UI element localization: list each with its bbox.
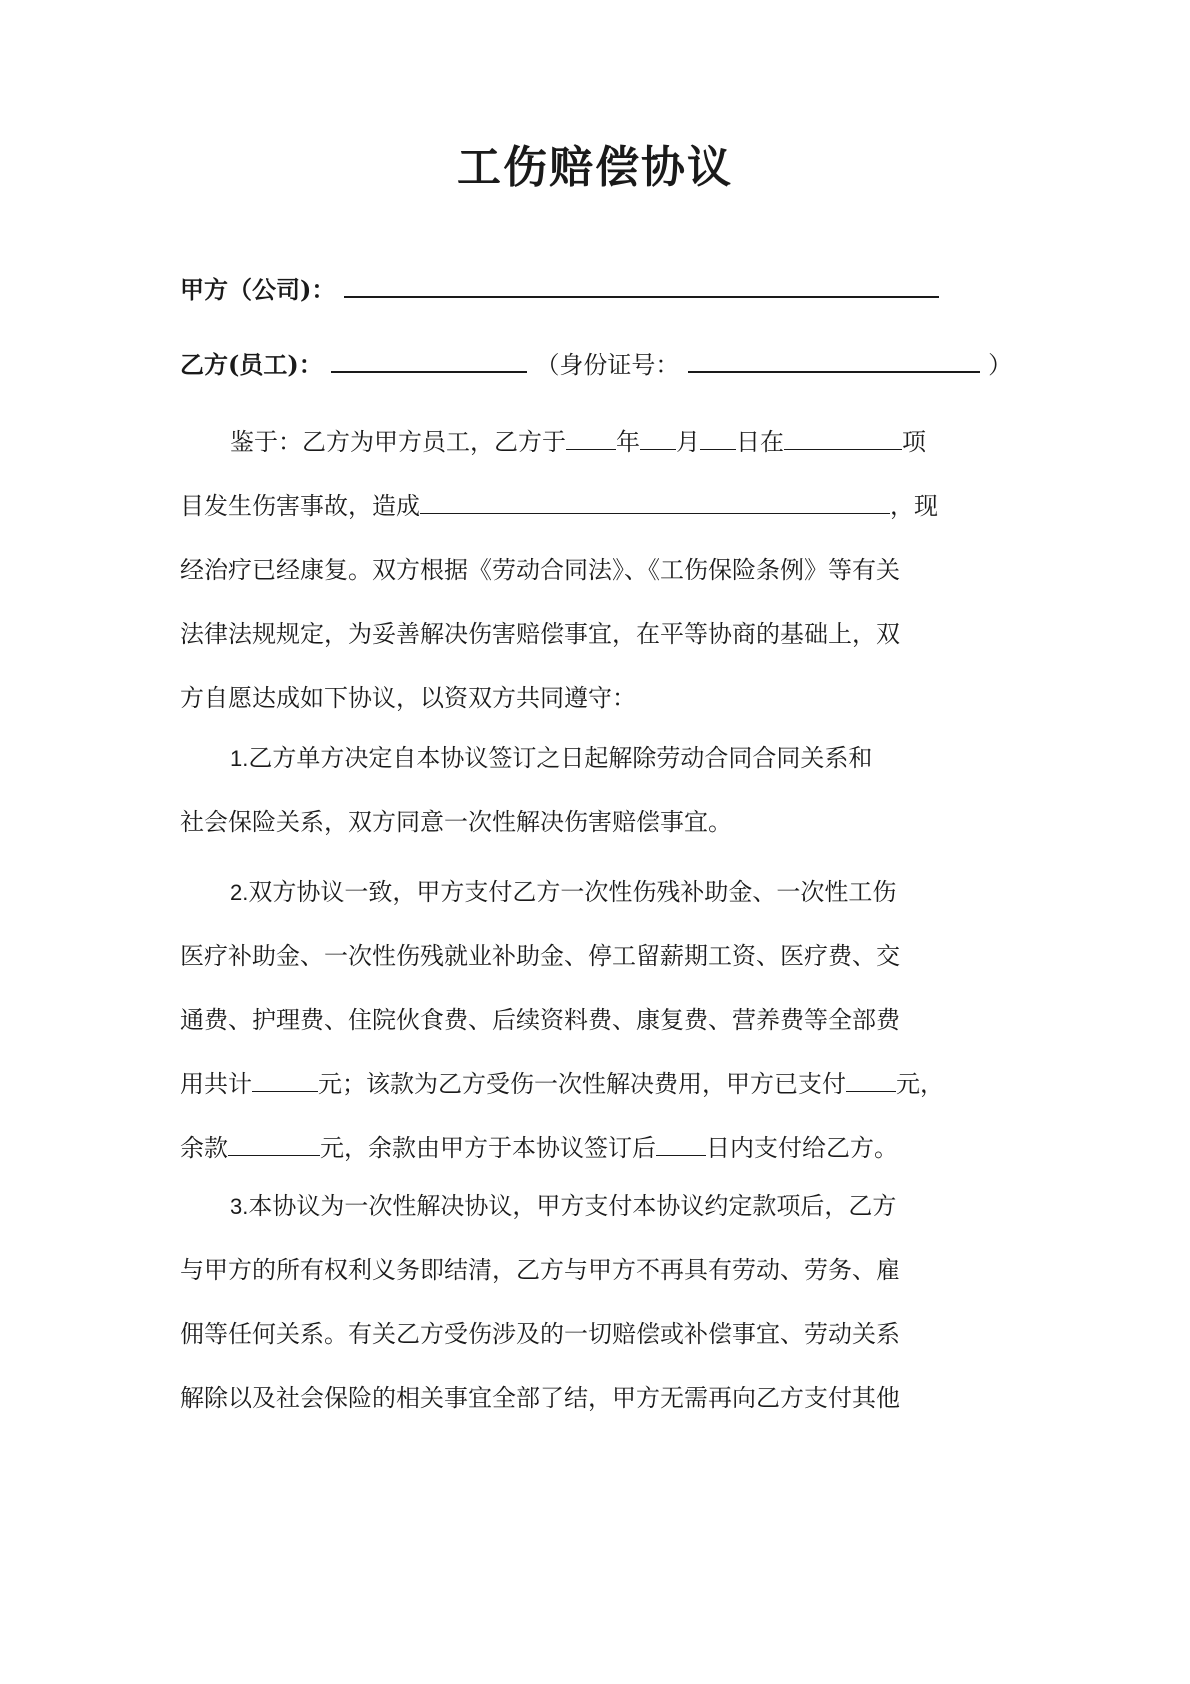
- party-a-line: [180, 270, 939, 310]
- preamble-line-1: [180, 410, 1020, 474]
- party-b-name-blank: [331, 345, 527, 373]
- clause-1-line-1: [180, 726, 1020, 790]
- clause-3-line-1: [180, 1174, 1020, 1238]
- clause-2-line-4: [180, 1052, 1020, 1116]
- preamble-line-4: 法律法规规定，为妥善解决伤害赔偿事宜，在平等协商的基础上，双: [180, 620, 900, 648]
- clause-text: 本协议为一次性解决协议，甲方支付本协议约定款项后，乙方: [248, 1192, 897, 1220]
- party-b-id-close: ）: [988, 351, 1013, 379]
- clause-text: 元，余款由甲方于本协议签订后: [320, 1134, 656, 1162]
- clause-text: 余款: [180, 1134, 228, 1162]
- clause-text: 双方协议一致，甲方支付乙方一次性伤残补助金、一次性工伤: [248, 878, 897, 906]
- project-blank: [784, 423, 902, 450]
- injury-blank: [420, 487, 890, 514]
- clause-2-line-2: 医疗补助金、一次性伤残就业补助金、停工留薪期工资、医疗费、交: [180, 942, 900, 970]
- party-b-label: 乙方(员工)：: [180, 350, 323, 379]
- clause-3-line-2: 与甲方的所有权利义务即结清，乙方与甲方不再具有劳动、劳务、雇: [180, 1256, 900, 1284]
- clause-number: 2.: [230, 880, 249, 905]
- clause-2-line-5: [180, 1116, 1020, 1180]
- preamble-text: 鉴于：乙方为甲方员工，乙方于: [230, 428, 566, 456]
- project-label: 项: [902, 428, 926, 456]
- clause-1: [180, 726, 1020, 854]
- document-title: 工伤赔偿协议: [457, 142, 733, 193]
- preamble-paragraph: [180, 410, 1020, 730]
- clause-text: 元；该款为乙方受伤一次性解决费用，甲方已支付: [318, 1070, 846, 1098]
- party-b-id-label: （身份证号：: [535, 351, 680, 379]
- paid-amount-blank: [846, 1065, 896, 1092]
- days-blank: [656, 1129, 706, 1156]
- clause-2-line-1: [180, 860, 1020, 924]
- year-label: 年: [616, 428, 640, 456]
- month-label: 月: [676, 428, 700, 456]
- clause-2: [180, 860, 1020, 1180]
- preamble-text: 目发生伤害事故，造成: [180, 492, 420, 520]
- clause-1-line-2: 社会保险关系，双方同意一次性解决伤害赔偿事宜。: [180, 808, 732, 836]
- balance-amount-blank: [228, 1129, 320, 1156]
- party-a-label: 甲方（公司)：: [180, 275, 336, 304]
- total-amount-blank: [252, 1065, 318, 1092]
- clause-3: [180, 1174, 1020, 1430]
- clause-text: 日内支付给乙方。: [706, 1134, 898, 1162]
- preamble-line-5: 方自愿达成如下协议，以资双方共同遵守：: [180, 684, 636, 712]
- party-a-blank: [344, 270, 939, 298]
- clause-number: 3.: [230, 1194, 249, 1219]
- clause-text: 用共计: [180, 1070, 252, 1098]
- party-b-line: [180, 345, 1012, 385]
- preamble-text: ，现: [890, 492, 938, 520]
- day-label: 日在: [736, 428, 784, 456]
- preamble-line-2: [180, 474, 1020, 538]
- month-blank: [640, 423, 676, 450]
- preamble-line-3: 经治疗已经康复。双方根据《劳动合同法》、《工伤保险条例》等有关: [180, 556, 900, 584]
- party-b-id-blank: [688, 345, 980, 373]
- day-blank: [700, 423, 736, 450]
- clause-number: 1.: [230, 746, 249, 771]
- year-blank: [566, 423, 616, 450]
- clause-3-line-3: 佣等任何关系。有关乙方受伤涉及的一切赔偿或补偿事宜、劳动关系: [180, 1320, 900, 1348]
- clause-3-line-4: 解除以及社会保险的相关事宜全部了结，甲方无需再向乙方支付其他: [180, 1384, 900, 1412]
- clause-text: 乙方单方决定自本协议签订之日起解除劳动合同合同关系和: [248, 744, 873, 772]
- clause-2-line-3: 通费、护理费、住院伙食费、后续资料费、康复费、营养费等全部费: [180, 1006, 900, 1034]
- clause-text: 元，: [896, 1070, 944, 1098]
